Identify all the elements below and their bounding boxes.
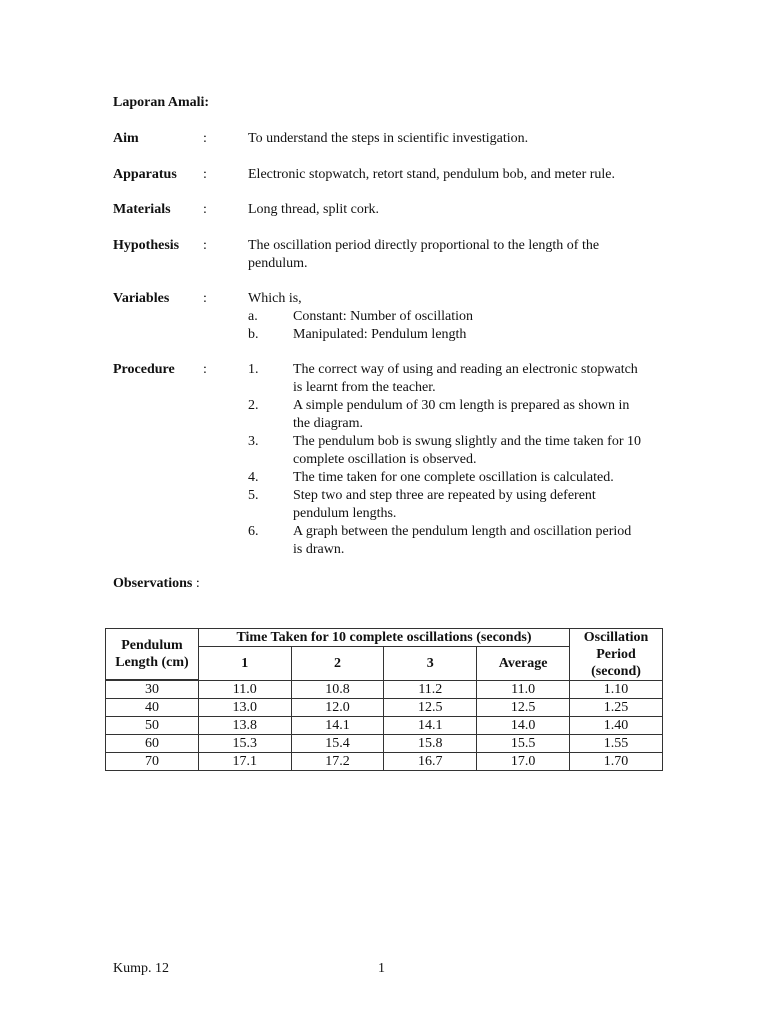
- step-text: Step two and step three are repeated by using deferent pendulum lengths.: [293, 488, 596, 521]
- observations-colon: :: [192, 576, 200, 591]
- table-cell: 14.1: [384, 717, 477, 735]
- procedure-step: [248, 523, 648, 559]
- variable-item: [248, 308, 648, 326]
- table-cell: 15.3: [198, 735, 291, 753]
- table-cell: 13.0: [198, 699, 291, 717]
- table-cell: 30: [106, 681, 199, 699]
- table-cell: 1.70: [570, 753, 663, 771]
- table-cell: 15.5: [477, 735, 570, 753]
- table-cell: 11.2: [384, 681, 477, 699]
- table-cell: 14.0: [477, 717, 570, 735]
- table-cell: 1.25: [570, 699, 663, 717]
- variable-marker: b.: [248, 327, 259, 342]
- step-number: 2.: [248, 398, 259, 413]
- table-row: [106, 717, 663, 735]
- table-row: [106, 735, 663, 753]
- table-cell: 1.40: [570, 717, 663, 735]
- procedure-step: [248, 487, 648, 523]
- header-time-taken: Time Taken for 10 complete oscillations (seconds): [198, 629, 569, 647]
- hypothesis-text: The oscillation period directly proportional to the length of the pendulum.: [248, 238, 600, 271]
- procedure-step: [248, 361, 648, 397]
- step-number: 1.: [248, 362, 259, 377]
- aim-label: Aim: [113, 131, 139, 146]
- step-text: The time taken for one complete oscillation is calculated.: [293, 470, 614, 485]
- step-number: 6.: [248, 524, 259, 539]
- footer-page-number: 1: [378, 961, 385, 976]
- materials-text: Long thread, split cork.: [248, 202, 380, 217]
- variable-text: Manipulated: Pendulum length: [293, 327, 467, 342]
- table-cell: 17.2: [291, 753, 384, 771]
- table-cell: 15.4: [291, 735, 384, 753]
- variable-text: Constant: Number of oscillation: [293, 309, 474, 324]
- table-cell: 11.0: [198, 681, 291, 699]
- table-cell: 16.7: [384, 753, 477, 771]
- apparatus-colon: :: [203, 167, 207, 182]
- table-cell: 17.1: [198, 753, 291, 771]
- step-number: 5.: [248, 488, 259, 503]
- table-cell: 70: [106, 753, 199, 771]
- header-oscillation-period: Oscillation Period (second): [570, 629, 663, 681]
- observations-heading: [113, 575, 200, 593]
- subheader-trial-3: 3: [384, 647, 477, 681]
- step-number: 3.: [248, 434, 259, 449]
- hypothesis-label: Hypothesis: [113, 238, 180, 253]
- variables-colon: :: [203, 291, 207, 306]
- subheader-trial-1: 1: [198, 647, 291, 681]
- materials-colon: :: [203, 202, 207, 217]
- observations-label: Observations: [113, 576, 193, 591]
- step-text: A simple pendulum of 30 cm length is prepared as shown in the diagram.: [293, 398, 630, 431]
- table-cell: 15.8: [384, 735, 477, 753]
- subheader-average: Average: [477, 647, 570, 681]
- aim-colon: :: [203, 131, 207, 146]
- table-cell: 40: [106, 699, 199, 717]
- table-cell: 12.5: [384, 699, 477, 717]
- header-pendulum-length: Pendulum Length (cm): [106, 629, 199, 680]
- variables-content: [248, 290, 648, 344]
- table-header-row: [106, 629, 663, 647]
- table-cell: 17.0: [477, 753, 570, 771]
- step-number: 4.: [248, 470, 259, 485]
- step-text: The pendulum bob is swung slightly and the time taken for 10 complete oscillation is observed.: [293, 434, 642, 467]
- table-cell: 12.0: [291, 699, 384, 717]
- procedure-step: [248, 397, 648, 433]
- table-row: [106, 699, 663, 717]
- step-text: A graph between the pendulum length and oscillation period is drawn.: [293, 524, 632, 557]
- step-text: The correct way of using and reading an electronic stopwatch is learnt from the teacher.: [293, 362, 638, 395]
- variable-item: [248, 326, 648, 344]
- table-cell: 60: [106, 735, 199, 753]
- materials-label: Materials: [113, 202, 171, 217]
- table-cell: 1.55: [570, 735, 663, 753]
- variable-marker: a.: [248, 309, 258, 324]
- procedure-colon: :: [203, 362, 207, 377]
- procedure-label: Procedure: [113, 362, 175, 377]
- table-cell: 1.10: [570, 681, 663, 699]
- procedure-step: [248, 433, 648, 469]
- subheader-trial-2: 2: [291, 647, 384, 681]
- table-cell: 12.5: [477, 699, 570, 717]
- table-row: [106, 681, 663, 699]
- variables-intro: Which is,: [248, 291, 302, 306]
- variables-label: Variables: [113, 291, 170, 306]
- table-row: [106, 753, 663, 771]
- aim-text: To understand the steps in scientific investigation.: [248, 131, 529, 146]
- report-title: Laporan Amali:: [113, 95, 210, 110]
- table-cell: 11.0: [477, 681, 570, 699]
- observations-table: [105, 628, 663, 771]
- procedure-steps: [248, 361, 648, 559]
- apparatus-text: Electronic stopwatch, retort stand, pendulum bob, and meter rule.: [248, 167, 616, 182]
- procedure-step: [248, 469, 648, 487]
- table-cell: 14.1: [291, 717, 384, 735]
- table-cell: 50: [106, 717, 199, 735]
- footer-group-label: Kump. 12: [113, 961, 169, 976]
- table-cell: 10.8: [291, 681, 384, 699]
- apparatus-label: Apparatus: [113, 167, 177, 182]
- table-cell: 13.8: [198, 717, 291, 735]
- hypothesis-colon: :: [203, 238, 207, 253]
